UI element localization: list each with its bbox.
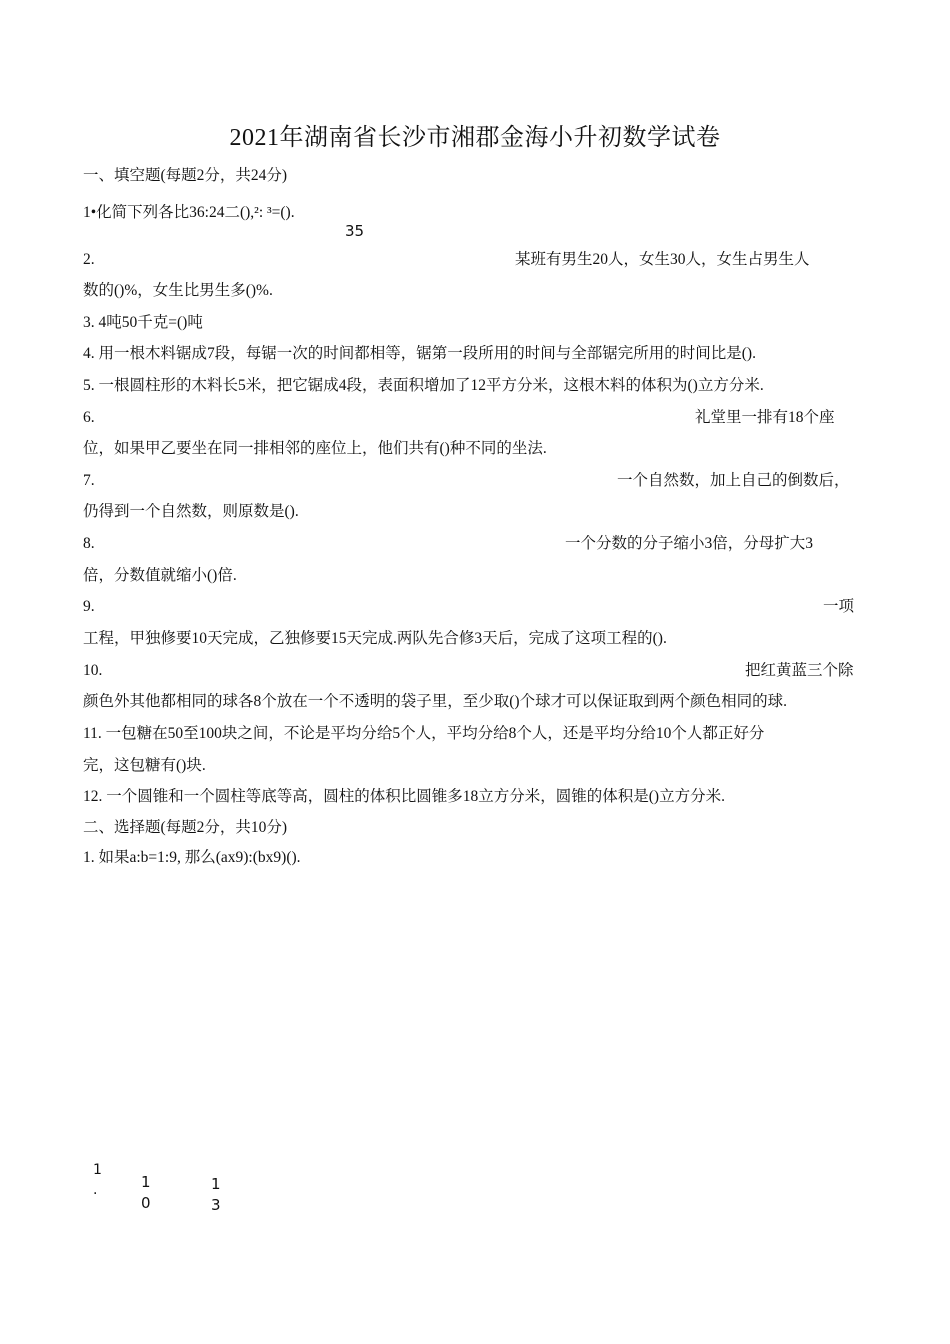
question-4: 4. 用一根木料锯成7段，每锯一次的时间都相等，锯第一段所用的时间与全部锯完所用的时间比是(). [83,345,756,362]
question-7-continuation: 仍得到一个自然数，则原数是(). [83,503,299,520]
question-9-text: 一项 [823,598,855,615]
question-11-continuation: 完，这包糖有()块. [83,757,206,774]
fragment-a-top: 1 [93,1162,102,1178]
question-3: 3. 4吨50千克=()吨 [83,314,203,331]
question-10-text: 把红黄蓝三个除 [745,662,854,679]
page-title: 2021年湖南省长沙市湘郡金海小升初数学试卷 [229,125,721,151]
question-6-continuation: 位，如果甲乙要坐在同一排相邻的座位上，他们共有()种不同的坐法. [83,440,547,457]
question-9-continuation: 工程，甲独修要10天完成，乙独修要15天完成.两队先合修3天后，完成了这项工程的(). [83,630,667,647]
fragment-b-bottom: 0 [141,1194,151,1212]
question-7-text: 一个自然数，加上自己的倒数后， [617,472,850,489]
fragment-c-bottom: 3 [211,1196,221,1214]
question-1-subscript: 35 [345,222,365,240]
section-heading-fill-in: 一、填空题(每题2分，共24分) [83,167,288,184]
question-5: 5. 一根圆柱形的木料长5米，把它锯成4段，表面积增加了12平方分米，这根木料的体积为()立方分米. [83,377,764,394]
question-8-continuation: 倍，分数值就缩小()倍. [83,567,237,584]
question-2-text: 某班有男生20人，女生30人，女生占男生人 [515,251,810,268]
question-12: 12. 一个圆锥和一个圆柱等底等高，圆柱的体积比圆锥多18立方分米，圆锥的体积是()立方分米. [83,788,725,805]
question-6-text: 礼堂里一排有18个座 [695,409,835,426]
question-11: 11. 一包糖在50至100块之间，不论是平均分给5个人，平均分给8个人，还是平均分给10个人都正好分 [83,725,765,742]
section-heading-choice: 二、选择题(每题2分，共10分) [83,819,288,836]
question-2-number: 2. [83,251,95,268]
question-9-number: 9. [83,598,95,615]
question-10-continuation: 颜色外其他都相同的球各8个放在一个不透明的袋子里，至少取()个球才可以保证取到两个颜色相同的球. [83,693,787,710]
choice-question-1: 1. 如果a:b=1:9, 那么(ax9):(bx9)(). [83,849,301,866]
question-6-number: 6. [83,409,95,426]
question-2-continuation: 数的()%，女生比男生多()%. [83,282,273,299]
question-8-number: 8. [83,535,95,552]
question-10-number: 10. [83,662,103,679]
question-8-text: 一个分数的分子缩小3倍，分母扩大3 [565,535,814,552]
question-1: 1•化简下列各比36:24二(),²: ³=(). [83,204,295,221]
fragment-c-top: 1 [211,1175,221,1193]
fragment-b-top: 1 [141,1173,151,1191]
question-7-number: 7. [83,472,95,489]
fragment-a-bottom: . [93,1182,98,1198]
